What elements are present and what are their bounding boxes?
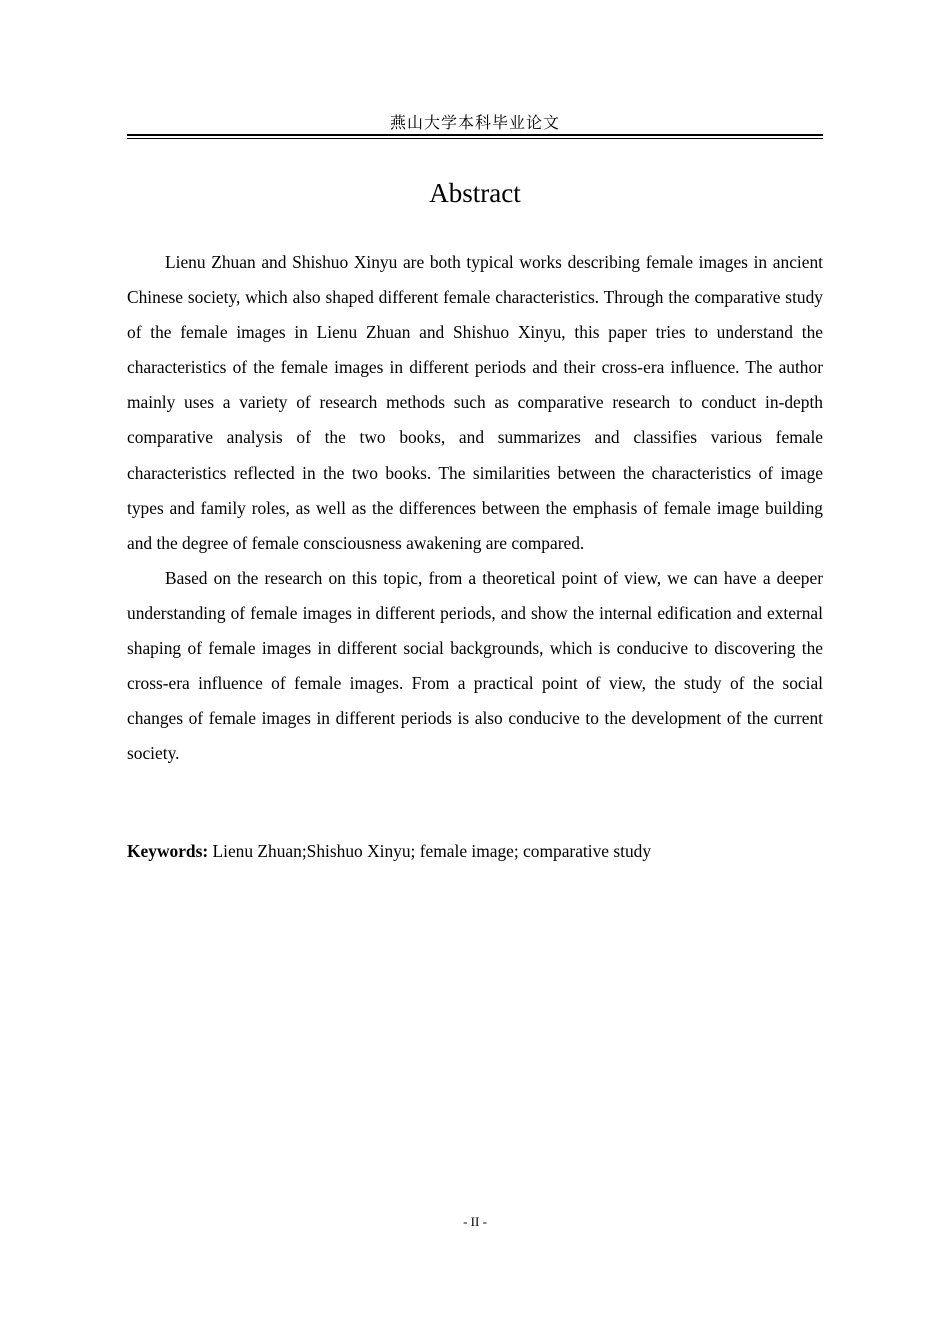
keywords-label: Keywords:: [127, 841, 209, 861]
keywords-line: [127, 834, 823, 869]
abstract-paragraph-1: Lienu Zhuan and Shishuo Xinyu are both typical works describing female images in ancient Chinese society, which also shaped different female characteristics. Through the comparative study of the female images in Lienu Zhuan and Shishuo Xinyu, this paper tries to understand the characteristics of the female images in different periods and their cross-era influence. The author mainly uses a variety of research methods such as comparative research to conduct in-depth comparative analysis of the two books, and summarizes and classifies various female characteristics reflected in the two books. The similarities between the characteristics of image types and family roles, as well as the differences between the emphasis of female image building and the degree of female consciousness awakening are compared.: [127, 252, 823, 553]
keywords-text: Lienu Zhuan;Shishuo Xinyu; female image; comparative study: [208, 841, 652, 861]
page-number: - II -: [463, 1214, 487, 1229]
header-rule-thin: [127, 138, 823, 139]
abstract-paragraph-2: Based on the research on this topic, from a theoretical point of view, we can have a deeper understanding of female images in different periods, and show the internal edification and external shaping of female images in different social backgrounds, which is conducive to discovering the cross-era influence of female images. From a practical point of view, the study of the social changes of female images in different periods is also conducive to the development of the current society.: [127, 567, 823, 764]
header-rule-thick: [127, 134, 823, 136]
running-header: 燕山大学本科毕业论文: [389, 115, 560, 132]
abstract-body: [127, 245, 823, 771]
abstract-title: Abstract: [429, 178, 521, 208]
